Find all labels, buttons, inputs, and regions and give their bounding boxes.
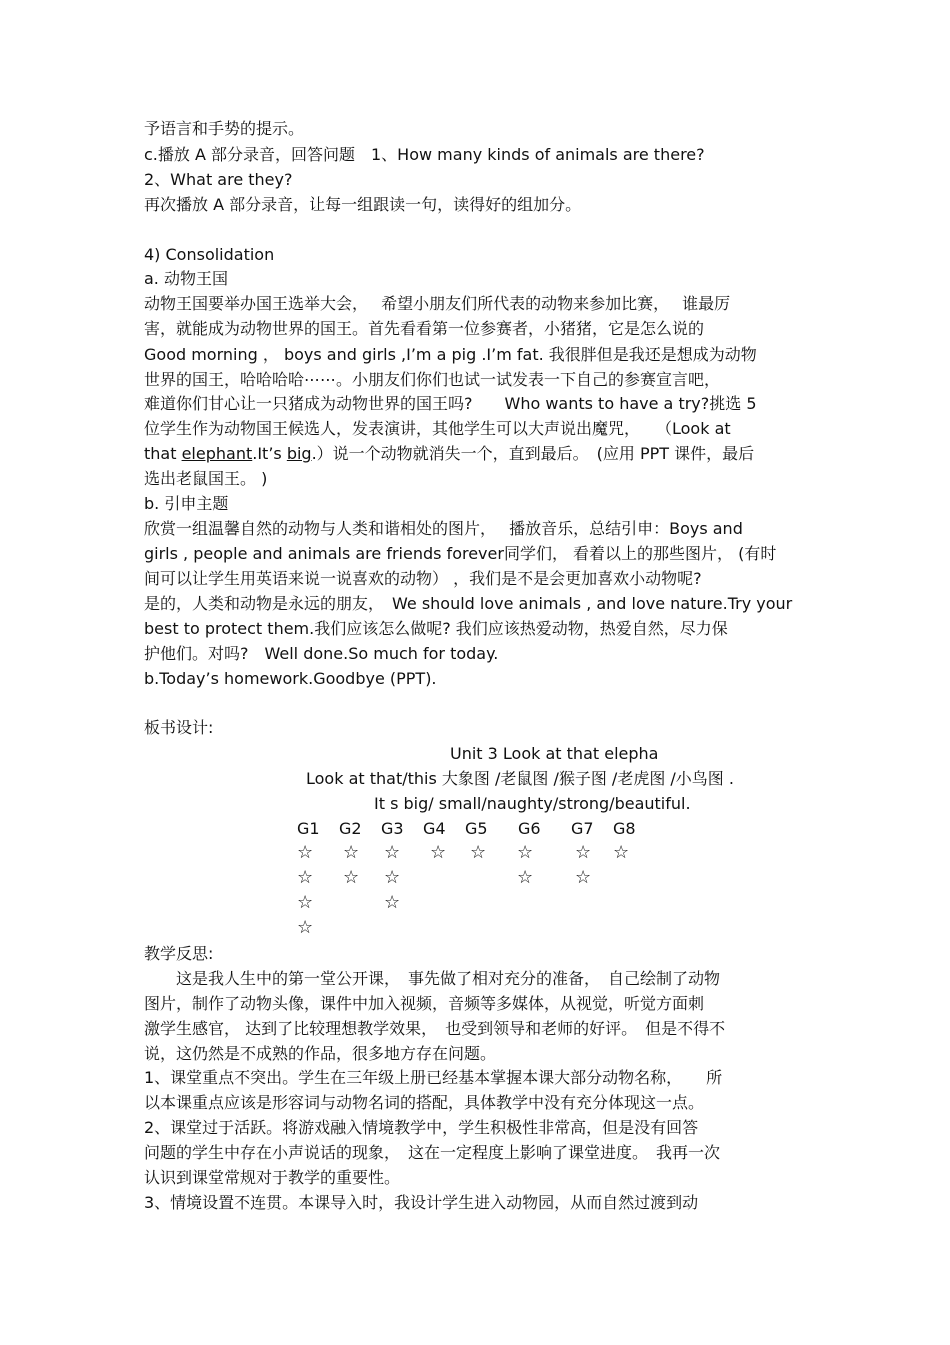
star-icon: ☆ xyxy=(575,842,592,863)
text-line: 间可以让学生用英语来说一说喜欢的动物） ，我们是不是会更加喜欢小动物呢? xyxy=(144,569,702,588)
subsection-heading: b. 引申主题 xyxy=(144,494,229,513)
group-label: G1 xyxy=(297,819,320,838)
group-label: G4 xyxy=(423,819,446,838)
reflection-heading: 教学反思: xyxy=(144,944,214,963)
star-icon: ☆ xyxy=(384,892,401,913)
group-label: G2 xyxy=(339,819,362,838)
text-line: 1、课堂重点不突出。学生在三年级上册已经基本掌握本课大部分动物名称， 所 xyxy=(144,1068,723,1087)
underlined-word: elephant xyxy=(181,444,253,463)
board-line: Look at that/this 大象图 /老鼠图 /猴子图 /老虎图 /小鸟图 . xyxy=(306,769,734,788)
star-icon: ☆ xyxy=(297,867,314,888)
star-icon: ☆ xyxy=(517,867,534,888)
text-line: 选出老鼠国王。 ) xyxy=(144,469,268,488)
text-line: 难道你们甘心让一只猪成为动物世界的国王吗? Who wants to have a try?挑选 5 xyxy=(144,394,757,413)
star-icon: ☆ xyxy=(575,867,592,888)
text-line: 予语言和手势的提示。 xyxy=(144,119,305,138)
text-line: 这是我人生中的第一堂公开课， 事先做了相对充分的准备， 自己绘制了动物 xyxy=(144,969,721,988)
text-line: b.Today’s homework.Goodbye (PPT). xyxy=(144,669,437,688)
board-title: Unit 3 Look at that elepha xyxy=(450,744,659,763)
text-line: best to protect them.我们应该怎么做呢? 我们应该热爱动物，热爱自然，尽力保 xyxy=(144,619,728,638)
star-icon: ☆ xyxy=(297,917,314,938)
star-icon: ☆ xyxy=(430,842,447,863)
star-icon: ☆ xyxy=(470,842,487,863)
text-line: 认识到课堂常规对于教学的重要性。 xyxy=(144,1168,401,1187)
star-icon: ☆ xyxy=(343,867,360,888)
board-design-heading: 板书设计: xyxy=(144,718,214,737)
group-label: G5 xyxy=(465,819,488,838)
text-line: 说，这仍然是不成熟的作品，很多地方存在问题。 xyxy=(144,1044,497,1063)
group-label: G8 xyxy=(613,819,636,838)
text-line: 问题的学生中存在小声说话的现象， 这在一定程度上影响了课堂进度。 我再一次 xyxy=(144,1143,721,1162)
text-line: 护他们。对吗? Well done.So much for today. xyxy=(144,644,499,663)
group-label: G6 xyxy=(518,819,541,838)
star-icon: ☆ xyxy=(384,867,401,888)
star-icon: ☆ xyxy=(297,892,314,913)
star-icon: ☆ xyxy=(613,842,630,863)
group-label: G3 xyxy=(381,819,404,838)
star-icon: ☆ xyxy=(384,842,401,863)
text-line: that elephant.It’s big.）说一个动物就消失一个，直到最后。 (应用 PPT 课件，最后 xyxy=(144,444,755,463)
text-line: 世界的国王，哈哈哈哈⋯⋯。小朋友们你们也试一试发表一下自己的参赛宣言吧， xyxy=(144,370,721,389)
text-line: 动物王国要举办国王选举大会， 希望小朋友们所代表的动物来参加比赛， 谁最厉 xyxy=(144,294,731,313)
board-line: It s big/ small/naughty/strong/beautiful. xyxy=(374,794,691,813)
text-line: 欣赏一组温馨自然的动物与人类和谐相处的图片， 播放音乐，总结引申：Boys and xyxy=(144,519,743,538)
text-line: 是的，人类和动物是永远的朋友， We should love animals , and love nature.Try your xyxy=(144,594,793,613)
underlined-word: big xyxy=(286,444,312,463)
text-line: 位学生作为动物国王候选人，发表演讲，其他学生可以大声说出魔咒， （Look at xyxy=(144,419,731,438)
text-line: 2、What are they? xyxy=(144,170,293,189)
text-line: girls , people and animals are friends forever同学们， 看着以上的那些图片， (有时 xyxy=(144,544,777,563)
text-line: 2、课堂过于活跃。将游戏融入情境教学中，学生积极性非常高，但是没有回答 xyxy=(144,1118,699,1137)
star-icon: ☆ xyxy=(297,842,314,863)
group-label: G7 xyxy=(571,819,594,838)
star-icon: ☆ xyxy=(517,842,534,863)
text-line: 3、情境设置不连贯。本课导入时，我设计学生进入动物园，从而自然过渡到动 xyxy=(144,1193,699,1212)
text-line: 图片，制作了动物头像，课件中加入视频，音频等多媒体，从视觉，听觉方面刺 xyxy=(144,994,705,1013)
text-line: 害，就能成为动物世界的国王。首先看看第一位参赛者，小猪猪，它是怎么说的 xyxy=(144,319,705,338)
section-heading: 4) Consolidation xyxy=(144,245,275,264)
text-line: 再次播放 A 部分录音，让每一组跟读一句，读得好的组加分。 xyxy=(144,195,582,214)
text-line: 以本课重点应该是形容词与动物名词的搭配，具体教学中没有充分体现这一点。 xyxy=(144,1093,705,1112)
subsection-heading: a. 动物王国 xyxy=(144,269,228,288)
text-line: 激学生感官， 达到了比较理想教学效果， 也受到领导和老师的好评。 但是不得不 xyxy=(144,1019,726,1038)
star-icon: ☆ xyxy=(343,842,360,863)
text-line: Good morning ， boys and girls ,I’m a pig .I’m fat. 我很胖但是我还是想成为动物 xyxy=(144,345,757,364)
text-line: c.播放 A 部分录音，回答问题 1、How many kinds of animals are there? xyxy=(144,145,705,164)
